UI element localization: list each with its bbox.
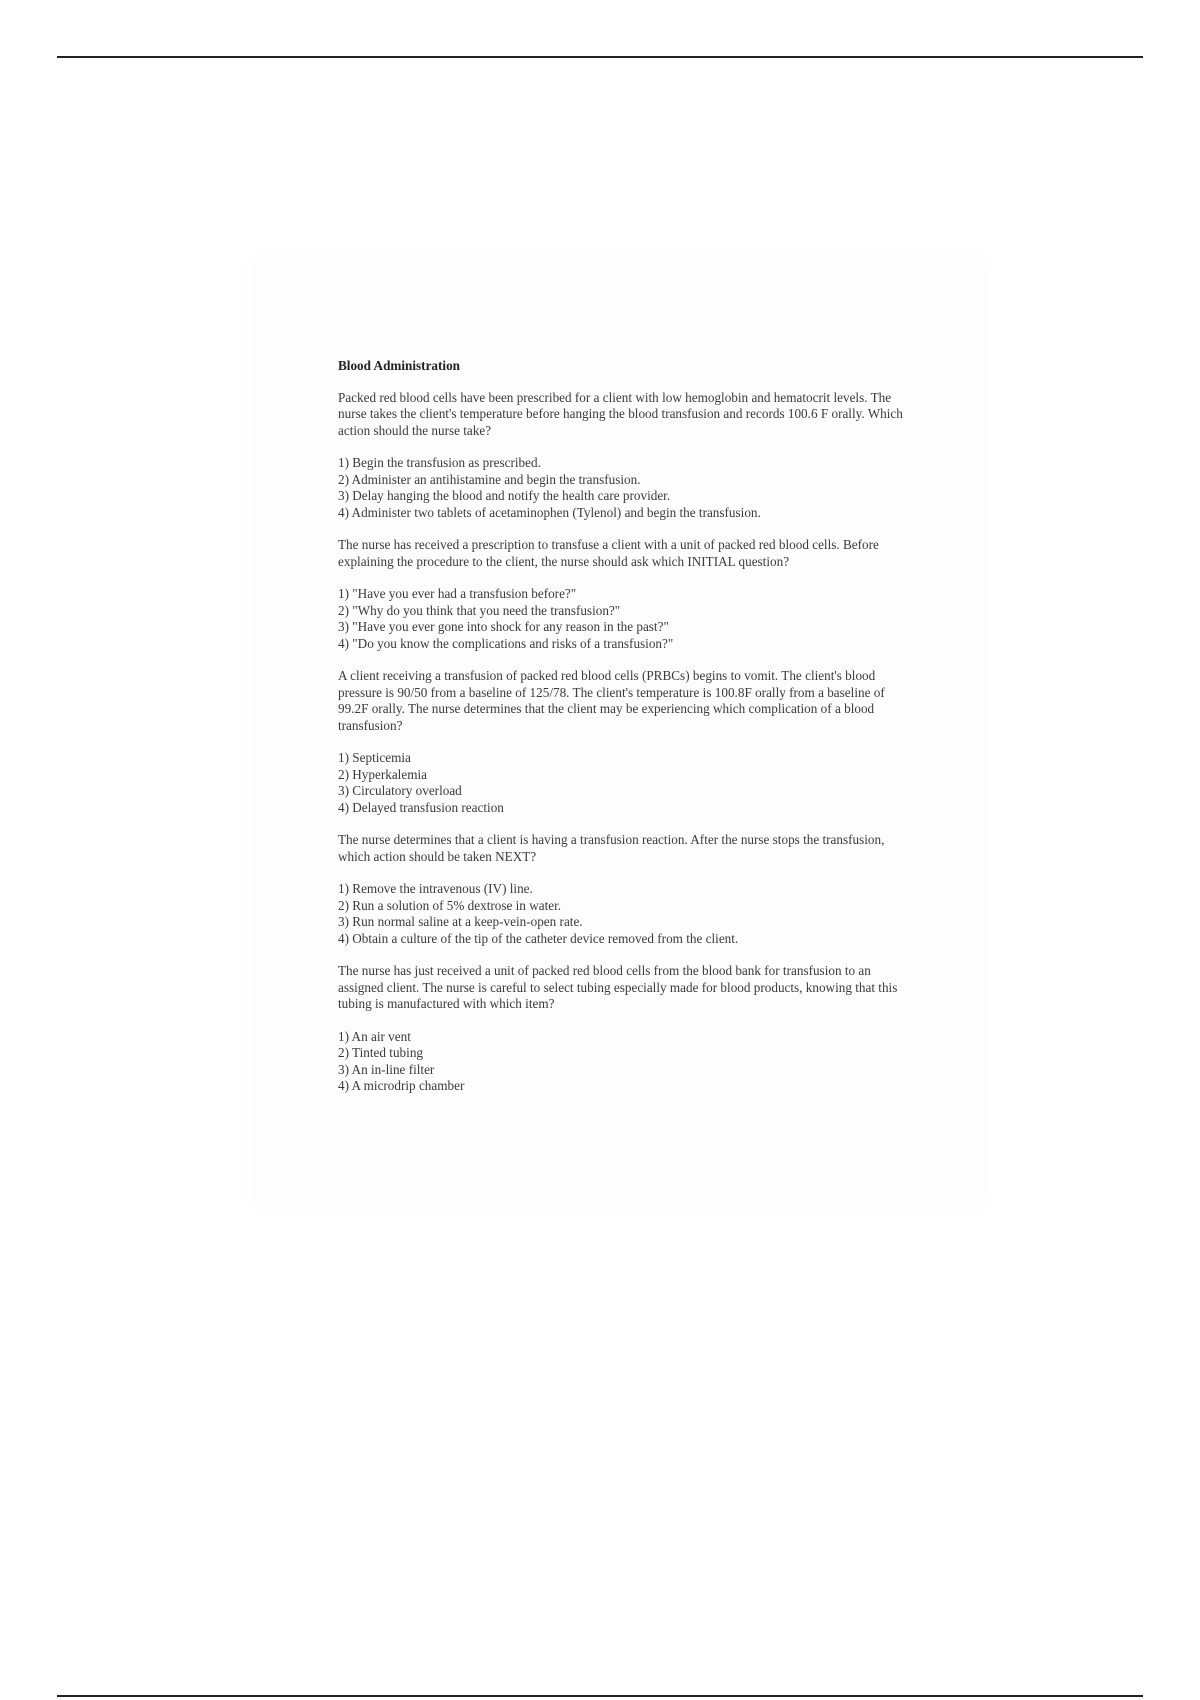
answer-option: 4) Obtain a culture of the tip of the catheter device removed from the client. [338,930,739,946]
answer-option: 1) Septicemia [338,750,411,765]
answer-option: 3) "Have you ever gone into shock for any reason in the past?" [338,619,669,634]
answer-options [338,586,908,652]
question-2 [338,537,908,652]
answer-option: 4) A microdrip chamber [338,1078,465,1093]
document-content [338,358,908,1111]
answer-options [338,881,908,947]
answer-option: 1) Remove the intravenous (IV) line. [338,881,533,896]
question-1 [338,390,908,522]
answer-option: 4) Administer two tablets of acetaminophen (Tylenol) and begin the transfusion. [338,504,761,520]
question-4 [338,832,908,947]
question-3 [338,668,908,816]
bottom-divider [57,1695,1143,1697]
question-stem: The nurse has received a prescription to transfuse a client with a unit of packed red blood cells. Before explaining the procedure to the client, the nurse should ask which INITIAL question? [338,537,879,569]
answer-option: 3) An in-line filter [338,1061,435,1077]
answer-option: 2) Run a solution of 5% dextrose in water. [338,897,562,913]
answer-option: 2) Administer an antihistamine and begin the transfusion. [338,471,641,487]
answer-option: 1) "Have you ever had a transfusion before?" [338,586,577,601]
question-5 [338,963,908,1095]
answer-options [338,455,908,521]
answer-option: 3) Run normal saline at a keep-vein-open rate. [338,914,583,929]
answer-option: 2) "Why do you think that you need the transfusion?" [338,602,621,618]
answer-option: 2) Hyperkalemia [338,766,427,782]
answer-option: 4) Delayed transfusion reaction [338,799,504,815]
answer-option: 4) "Do you know the complications and risks of a transfusion?" [338,635,674,651]
answer-option: 1) An air vent [338,1028,411,1044]
answer-option: 1) Begin the transfusion as prescribed. [338,455,541,470]
document-title: Blood Administration [338,358,461,373]
top-divider [57,56,1143,58]
answer-option: 3) Delay hanging the blood and notify the health care provider. [338,488,671,503]
answer-option: 3) Circulatory overload [338,783,462,798]
answer-option: 2) Tinted tubing [338,1045,424,1060]
question-stem: The nurse determines that a client is having a transfusion reaction. After the nurse stops the transfusion, which action should be taken NEXT? [338,832,885,864]
answer-options [338,1029,908,1095]
answer-options [338,750,908,816]
question-stem: The nurse has just received a unit of packed red blood cells from the blood bank for transfusion to an assigned client. The nurse is careful to select tubing especially made for blood products, knowing that this tubing is manufactured with which item? [338,963,898,1011]
question-stem: A client receiving a transfusion of packed red blood cells (PRBCs) begins to vomit. The client's blood pressure is 90/50 from a baseline of 125/78. The client's temperature is 100.8F orally from a baseline of 99.2F orally. The nurse determines that the client may be experiencing which complication of a blood transfusion? [338,668,885,733]
question-stem: Packed red blood cells have been prescribed for a client with low hemoglobin and hematocrit levels. The nurse takes the client's temperature before hanging the blood transfusion and records 100.6 F orally. Which action should the nurse take? [338,389,903,438]
